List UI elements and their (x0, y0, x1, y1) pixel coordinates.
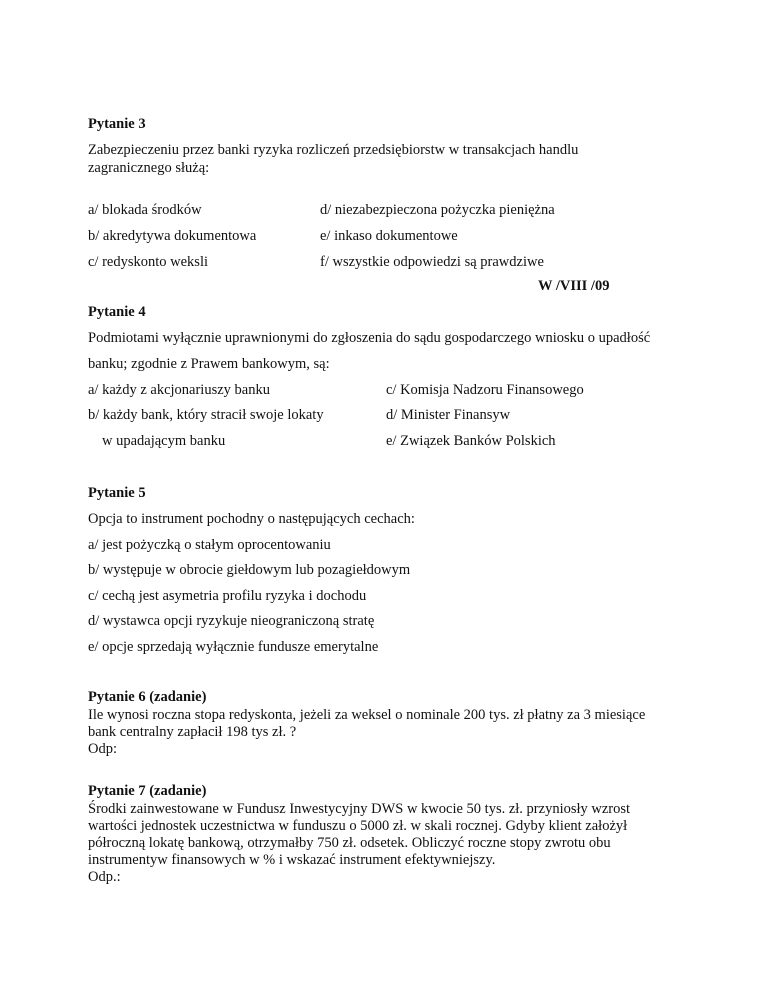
q3-answer-f: f/ wszystkie odpowiedzi są prawdziwe (320, 254, 544, 270)
q5-answer-b: b/ występuje w obrocie giełdowym lub pozagiełdowym (88, 562, 411, 578)
q5-answer-a: a/ jest pożyczką o stałym oprocentowaniu (88, 537, 331, 553)
q4-title: Pytanie 4 (88, 304, 146, 320)
q4-text-line-1: Podmiotami wyłącznie uprawnionymi do zgłoszenia do sądu gospodarczego wniosku o upadłość (88, 330, 651, 346)
q5-answer-d: d/ wystawca opcji ryzykuje nieograniczoną stratę (88, 613, 375, 629)
q6-answer-label: Odp: (88, 741, 117, 757)
page-marker: W /VIII /09 (538, 278, 610, 294)
q4-answer-a: a/ każdy z akcjonariuszy banku (88, 382, 270, 398)
q3-title: Pytanie 3 (88, 116, 146, 132)
q3-answer-c: c/ redyskonto weksli (88, 254, 209, 270)
q3-answer-e: e/ inkaso dokumentowe (320, 228, 458, 244)
q4-answer-d: d/ Minister Finansyw (386, 407, 511, 423)
q7-title: Pytanie 7 (zadanie) (88, 783, 207, 799)
q5-answer-e: e/ opcje sprzedają wyłącznie fundusze emerytalne (88, 639, 379, 655)
q4-answer-c: c/ Komisja Nadzoru Finansowego (386, 382, 584, 398)
q5-title: Pytanie 5 (88, 485, 146, 501)
q3-text-line-2: zagranicznego służą: (88, 160, 210, 176)
q7-answer-label: Odp.: (88, 869, 121, 885)
q3-text-line-1: Zabezpieczeniu przez banki ryzyka rozliczeń przedsiębiorstw w transakcjach handlu (88, 142, 579, 158)
q6-line-2: bank centralny zapłacił 198 tys zł. ? (88, 724, 297, 740)
q4-answer-e: e/ Związek Banków Polskich (386, 433, 556, 449)
q4-text-line-2: banku; zgodnie z Prawem bankowym, są: (88, 356, 330, 372)
q4-answer-b-continued: w upadającym banku (102, 433, 226, 449)
q6-line-1: Ile wynosi roczna stopa redyskonta, jeżeli za weksel o nominale 200 tys. zł płatny za 3 miesiące (88, 707, 646, 723)
q3-answer-b: b/ akredytywa dokumentowa (88, 228, 257, 244)
q4-answer-b: b/ każdy bank, który stracił swoje lokaty (88, 407, 324, 423)
q7-line-3: półroczną lokatę bankową, otrzymałby 750 zł. odsetek. Obliczyć roczne stopy zwrotu obu (88, 835, 611, 851)
q6-title: Pytanie 6 (zadanie) (88, 689, 207, 705)
q7-line-4: instrumentyw finansowych w % i wskazać instrument efektywniejszy. (88, 852, 496, 868)
q3-answer-d: d/ niezabezpieczona pożyczka pieniężna (320, 202, 555, 218)
q5-answer-c: c/ cechą jest asymetria profilu ryzyka i dochodu (88, 588, 367, 604)
q7-line-1: Środki zainwestowane w Fundusz Inwestycyjny DWS w kwocie 50 tys. zł. przyniosły wzrost (88, 801, 631, 817)
q7-line-2: wartości jednostek uczestnictwa w funduszu o 5000 zł. w skali rocznej. Gdyby klient założył (88, 818, 628, 834)
q3-answer-a: a/ blokada środków (88, 202, 202, 218)
q5-text: Opcja to instrument pochodny o następujących cechach: (88, 511, 415, 527)
